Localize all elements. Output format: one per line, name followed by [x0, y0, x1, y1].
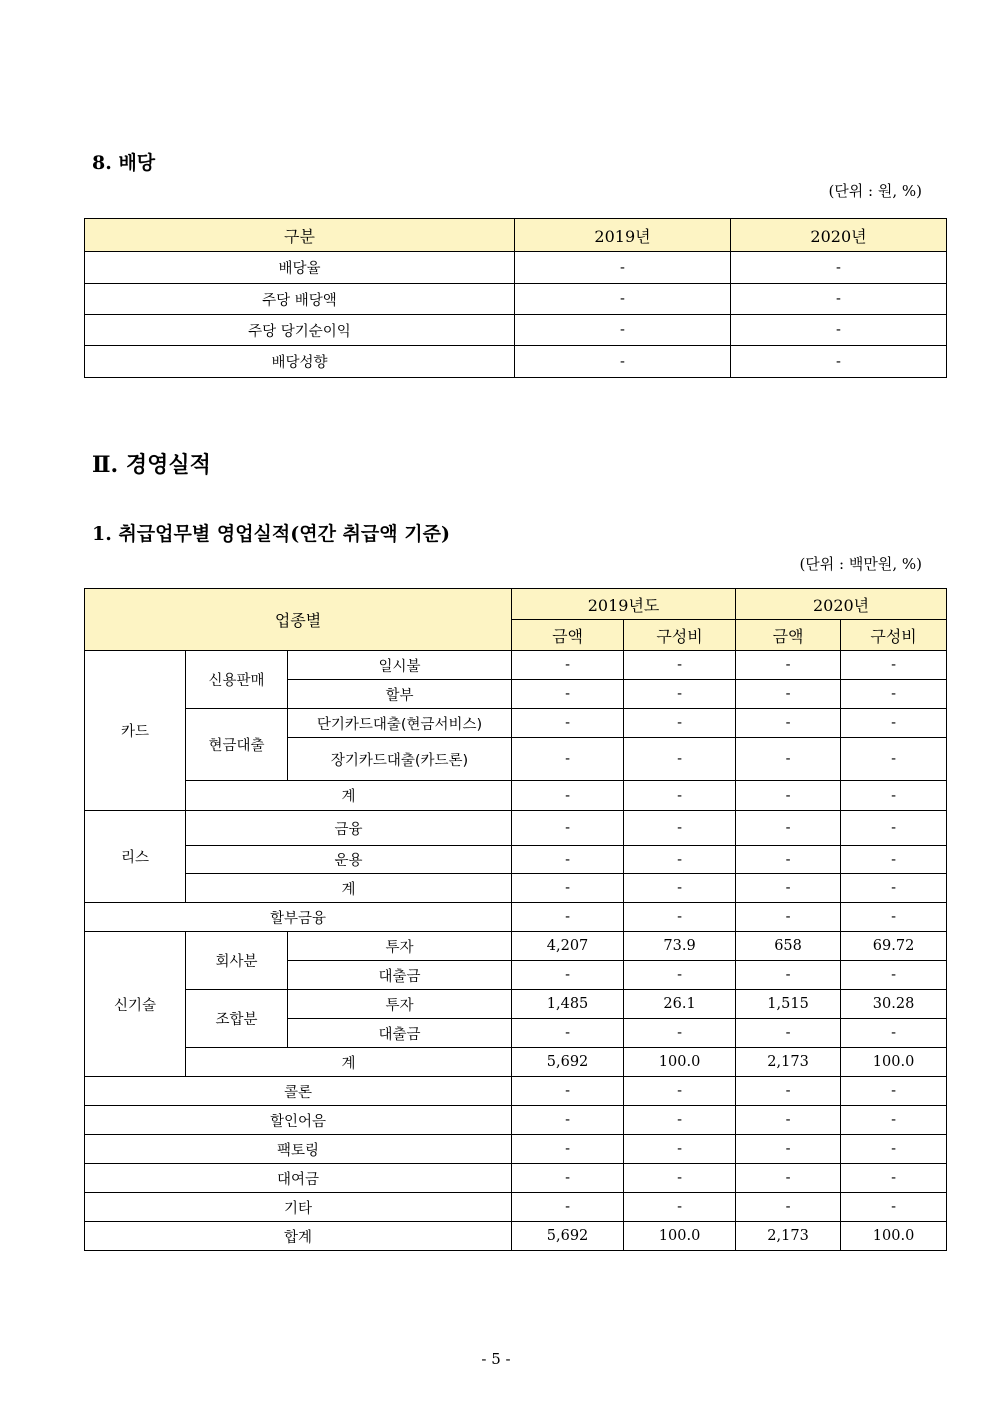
group-label-new-tech: 신기술: [85, 932, 186, 1077]
row-label: 대여금: [85, 1164, 512, 1193]
cell-value: 5,692: [512, 1048, 624, 1077]
cell-value: -: [512, 874, 624, 903]
cell-value: -: [731, 252, 947, 284]
cell-value: -: [841, 1106, 947, 1135]
cell-value: 73.9: [624, 932, 736, 961]
table-row: [85, 781, 947, 811]
cell-value: -: [512, 709, 624, 738]
cell-value: -: [841, 903, 947, 932]
cell-value: -: [515, 284, 731, 315]
table-row: [85, 346, 947, 378]
cell-value: 30.28: [841, 990, 947, 1019]
cell-value: -: [736, 709, 841, 738]
header-category: 구분: [85, 219, 515, 252]
cell-value: -: [512, 1135, 624, 1164]
cell-value: 4,207: [512, 932, 624, 961]
cell-value: -: [624, 1193, 736, 1222]
cell-value: 5,692: [512, 1222, 624, 1251]
row-label: 대출금: [288, 961, 512, 990]
cell-value: -: [736, 738, 841, 781]
unit-note-dividend: (단위 : 원, %): [828, 182, 922, 200]
row-label: 계: [186, 1048, 512, 1077]
row-label: 계: [186, 874, 512, 903]
dividend-table: [84, 218, 947, 378]
table-row: [85, 846, 947, 874]
header-category: 업종별: [85, 589, 512, 651]
cell-value: -: [736, 874, 841, 903]
cell-value: -: [841, 1019, 947, 1048]
cell-value: -: [841, 874, 947, 903]
cell-value: -: [736, 811, 841, 846]
cell-value: -: [512, 961, 624, 990]
cell-value: -: [512, 781, 624, 811]
row-label: 콜론: [85, 1077, 512, 1106]
cell-value: -: [736, 651, 841, 680]
cell-value: -: [624, 781, 736, 811]
section-title-dividend: 8. 배당: [92, 152, 156, 174]
cell-value: -: [515, 346, 731, 378]
table-row: [85, 811, 947, 846]
unit-note-performance: (단위 : 백만원, %): [799, 555, 922, 573]
cell-value: -: [515, 252, 731, 284]
cell-value: 26.1: [624, 990, 736, 1019]
cell-value: -: [736, 1135, 841, 1164]
header-2020: 2020년: [736, 589, 947, 620]
header-2019: 2019년: [515, 219, 731, 252]
cell-value: -: [841, 680, 947, 709]
cell-value: 1,515: [736, 990, 841, 1019]
cell-value: -: [624, 709, 736, 738]
row-label: 운용: [186, 846, 512, 874]
cell-value: 2,173: [736, 1222, 841, 1251]
cell-value: -: [512, 811, 624, 846]
cell-value: -: [512, 903, 624, 932]
table-row: [85, 651, 947, 680]
cell-value: 100.0: [841, 1048, 947, 1077]
cell-value: 100.0: [841, 1222, 947, 1251]
cell-value: -: [512, 738, 624, 781]
table-row: [85, 990, 947, 1019]
cell-value: -: [736, 1077, 841, 1106]
cell-value: -: [624, 1106, 736, 1135]
cell-value: -: [624, 961, 736, 990]
table-row: [85, 1164, 947, 1193]
table-row: [85, 284, 947, 315]
cell-value: -: [512, 651, 624, 680]
cell-value: -: [512, 1019, 624, 1048]
table-row: [85, 252, 947, 284]
header-ratio-2020: 구성비: [841, 620, 947, 651]
header-2020: 2020년: [731, 219, 947, 252]
row-label: 합계: [85, 1222, 512, 1251]
cell-value: -: [512, 680, 624, 709]
cell-value: -: [731, 284, 947, 315]
cell-value: -: [624, 1135, 736, 1164]
cell-value: 100.0: [624, 1222, 736, 1251]
subgroup-label-credit-sales: 신용판매: [186, 651, 288, 709]
row-label: 장기카드대출(카드론): [288, 738, 512, 781]
cell-value: -: [736, 680, 841, 709]
table-row: [85, 1222, 947, 1251]
cell-value: -: [624, 874, 736, 903]
subgroup-label-company-share: 회사분: [186, 932, 288, 990]
cell-value: -: [736, 1164, 841, 1193]
subgroup-label-union-share: 조합분: [186, 990, 288, 1048]
row-label: 투자: [288, 990, 512, 1019]
row-label: 대출금: [288, 1019, 512, 1048]
cell-value: -: [841, 961, 947, 990]
cell-value: -: [624, 811, 736, 846]
row-label: 할부금융: [85, 903, 512, 932]
cell-value: -: [736, 903, 841, 932]
table-row: [85, 874, 947, 903]
cell-value: -: [624, 1019, 736, 1048]
cell-value: -: [841, 811, 947, 846]
table-row: [85, 1135, 947, 1164]
row-label: 할인어음: [85, 1106, 512, 1135]
cell-value: -: [624, 738, 736, 781]
row-label: 기타: [85, 1193, 512, 1222]
header-ratio-2019: 구성비: [624, 620, 736, 651]
cell-value: -: [731, 315, 947, 346]
cell-value: -: [736, 1106, 841, 1135]
cell-value: -: [736, 846, 841, 874]
cell-value: -: [624, 903, 736, 932]
performance-table: [84, 588, 947, 1251]
cell-value: 1,485: [512, 990, 624, 1019]
cell-value: -: [515, 315, 731, 346]
table-row: [85, 903, 947, 932]
row-label: 주당 배당액: [85, 284, 515, 315]
cell-value: -: [624, 680, 736, 709]
cell-value: -: [841, 1077, 947, 1106]
cell-value: -: [841, 651, 947, 680]
cell-value: -: [841, 1164, 947, 1193]
cell-value: 658: [736, 932, 841, 961]
cell-value: -: [841, 1193, 947, 1222]
row-label: 단기카드대출(현금서비스): [288, 709, 512, 738]
cell-value: 2,173: [736, 1048, 841, 1077]
cell-value: -: [841, 738, 947, 781]
row-label: 배당율: [85, 252, 515, 284]
row-label: 주당 당기순이익: [85, 315, 515, 346]
cell-value: -: [512, 1193, 624, 1222]
table-row: [85, 315, 947, 346]
row-label: 팩토링: [85, 1135, 512, 1164]
table-row: [85, 1048, 947, 1077]
cell-value: -: [512, 1164, 624, 1193]
row-label: 일시불: [288, 651, 512, 680]
subgroup-label-cash-loan: 현금대출: [186, 709, 288, 781]
cell-value: -: [512, 1106, 624, 1135]
cell-value: -: [512, 1077, 624, 1106]
cell-value: -: [731, 346, 947, 378]
cell-value: -: [624, 1164, 736, 1193]
header-amount-2020: 금액: [736, 620, 841, 651]
page-number: - 5 -: [481, 1350, 511, 1368]
row-label: 금융: [186, 811, 512, 846]
row-label: 할부: [288, 680, 512, 709]
table-row: [85, 932, 947, 961]
cell-value: -: [624, 651, 736, 680]
header-2019: 2019년도: [512, 589, 736, 620]
table-row: [85, 1193, 947, 1222]
cell-value: -: [841, 709, 947, 738]
cell-value: -: [841, 846, 947, 874]
cell-value: -: [736, 1193, 841, 1222]
cell-value: 69.72: [841, 932, 947, 961]
table-row: [85, 1077, 947, 1106]
cell-value: -: [736, 781, 841, 811]
cell-value: -: [736, 1019, 841, 1048]
table-row: [85, 1106, 947, 1135]
row-label: 배당성향: [85, 346, 515, 378]
cell-value: -: [841, 1135, 947, 1164]
group-label-lease: 리스: [85, 811, 186, 903]
cell-value: -: [736, 961, 841, 990]
header-amount-2019: 금액: [512, 620, 624, 651]
section-title-performance: 1. 취급업무별 영업실적(연간 취급액 기준): [92, 523, 450, 545]
cell-value: -: [624, 846, 736, 874]
cell-value: -: [841, 781, 947, 811]
cell-value: 100.0: [624, 1048, 736, 1077]
cell-value: -: [512, 846, 624, 874]
cell-value: -: [624, 1077, 736, 1106]
row-label: 계: [186, 781, 512, 811]
row-label: 투자: [288, 932, 512, 961]
chapter-title: Ⅱ. 경영실적: [92, 452, 211, 478]
group-label-card: 카드: [85, 651, 186, 811]
table-row: [85, 709, 947, 738]
